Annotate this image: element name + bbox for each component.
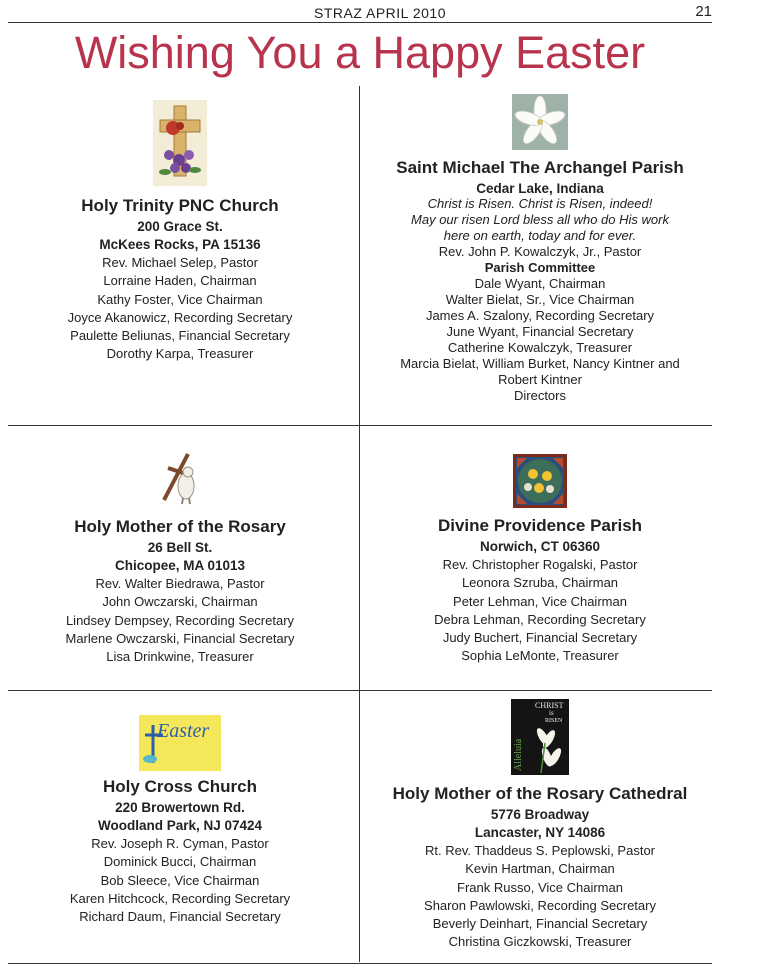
officer-line: Rev. Joseph R. Cyman, Pastor (91, 836, 269, 851)
easter-sign-icon (139, 715, 221, 771)
officer-line: Judy Buchert, Financial Secretary (442, 630, 638, 646)
committee-heading: Parish Committee (484, 260, 596, 275)
cross-with-violets-icon (153, 100, 207, 186)
address-line: 5776 Broadway (490, 807, 590, 822)
newspaper-issue-title: STRAZ APRIL 2010 (314, 5, 446, 21)
officer-line: Rt. Rev. Thaddeus S. Peplowski, Pastor (424, 843, 655, 858)
officer-line: Lindsey Dempsey, Recording Secretary (65, 612, 295, 628)
easter-banner-title: Wishing You a Happy Easter (74, 27, 646, 78)
greeting-saint-michael (368, 94, 712, 404)
church-name: Divine Providence Parish (437, 516, 643, 535)
christ-is-risen-lilies-icon (511, 699, 569, 775)
city-line: Cedar Lake, Indiana (476, 181, 604, 196)
city-line: McKees Rocks, PA 15136 (99, 237, 261, 252)
page-number: 21 (695, 3, 712, 20)
officer-line: Sharon Pawlowski, Recording Secretary (424, 897, 656, 913)
church-name: Holy Cross Church (103, 777, 257, 796)
officer-line: Rev. Christopher Rogalski, Pastor (442, 557, 638, 572)
officer-line: Bob Sleece, Vice Chairman (100, 872, 260, 888)
church-name: Holy Mother of the Rosary (74, 517, 286, 536)
lamb-with-cross-icon (158, 450, 202, 506)
greeting-holy-trinity (8, 100, 352, 364)
city-line: Woodland Park, NJ 07424 (97, 818, 263, 833)
officer-line: Richard Daum, Financial Secretary (79, 909, 281, 925)
officer-line: June Wyant, Financial Secretary (446, 324, 634, 339)
officer-line: Frank Russo, Vice Chairman (457, 879, 623, 895)
easter-message-line: Christ is Risen. Christ is Risen, indeed! (427, 196, 653, 211)
officer-line: Sophia LeMonte, Treasurer (461, 648, 619, 664)
row-divider-1 (8, 425, 712, 426)
officer-line: John Owczarski, Chairman (102, 594, 258, 610)
row-divider-3 (8, 963, 712, 964)
officer-line: Robert Kintner (498, 372, 582, 387)
greeting-rosary-cathedral (368, 699, 712, 952)
officer-line: Dale Wyant, Chairman (474, 276, 606, 291)
officer-line: Debra Lehman, Recording Secretary (434, 611, 646, 627)
svg-text:is: is (549, 709, 554, 717)
church-name: Holy Mother of the Rosary Cathedral (392, 784, 688, 803)
city-line: Lancaster, NY 14086 (474, 825, 606, 840)
officer-line: Rev. Michael Selep, Pastor (102, 255, 258, 270)
officer-line: Christina Giczkowski, Treasurer (448, 934, 632, 950)
greeting-holy-mother-rosary (8, 450, 352, 666)
easter-message-line: May our risen Lord bless all who do His work (411, 212, 669, 227)
svg-text:Easter: Easter (157, 720, 210, 742)
greeting-holy-cross (8, 715, 352, 926)
officer-line: Peter Lehman, Vice Chairman (453, 593, 627, 609)
officer-line: Leonora Szruba, Chairman (461, 575, 619, 591)
officer-line: Walter Bielat, Sr., Vice Chairman (445, 292, 635, 307)
svg-text:Alleluia: Alleluia (513, 738, 524, 771)
officer-line: Marcia Bielat, William Burket, Nancy Kintner and (400, 356, 680, 371)
officer-line: Rev. Walter Biedrawa, Pastor (95, 576, 265, 591)
church-name: Holy Trinity PNC Church (81, 196, 279, 215)
officer-line: Joyce Akanowicz, Recording Secretary (67, 309, 293, 325)
officer-line: Dorothy Karpa, Treasurer (106, 346, 254, 362)
officer-line: Dominick Bucci, Chairman (103, 854, 257, 870)
address-line: 26 Bell St. (147, 540, 213, 555)
pastor-line: Rev. John P. Kowalczyk, Jr., Pastor (438, 244, 642, 259)
officer-line: Directors (513, 388, 566, 403)
officer-line: Lisa Drinkwine, Treasurer (106, 649, 254, 665)
svg-text:CHRIST: CHRIST (535, 701, 564, 710)
header-rule (8, 22, 712, 23)
page-header (0, 0, 760, 24)
city-line: Norwich, CT 06360 (479, 539, 601, 554)
white-lily-icon (512, 94, 568, 150)
row-divider-2 (8, 690, 712, 691)
greeting-divine-providence (368, 454, 712, 666)
officer-line: Beverly Deinhart, Financial Secretary (432, 916, 648, 932)
svg-text:RISEN: RISEN (545, 718, 563, 724)
officer-line: Paulette Beliunas, Financial Secretary (70, 328, 290, 344)
address-line: 220 Browertown Rd. (115, 800, 245, 815)
officer-line: James A. Szalony, Recording Secretary (425, 308, 655, 323)
officer-line: Kevin Hartman, Chairman (465, 861, 615, 877)
officer-line: Karen Hitchcock, Recording Secretary (69, 890, 291, 906)
easter-message-line: here on earth, today and for ever. (443, 228, 637, 243)
officer-line: Catherine Kowalczyk, Treasurer (447, 340, 633, 355)
address-line: 200 Grace St. (137, 219, 223, 234)
city-line: Chicopee, MA 01013 (114, 558, 246, 573)
column-divider (359, 86, 360, 962)
officer-line: Kathy Foster, Vice Chairman (97, 291, 263, 307)
stained-glass-lilies-icon (513, 454, 567, 508)
church-name: Saint Michael The Archangel Parish (396, 158, 684, 177)
officer-line: Lorraine Haden, Chairman (103, 273, 257, 289)
officer-line: Marlene Owczarski, Financial Secretary (65, 630, 295, 646)
